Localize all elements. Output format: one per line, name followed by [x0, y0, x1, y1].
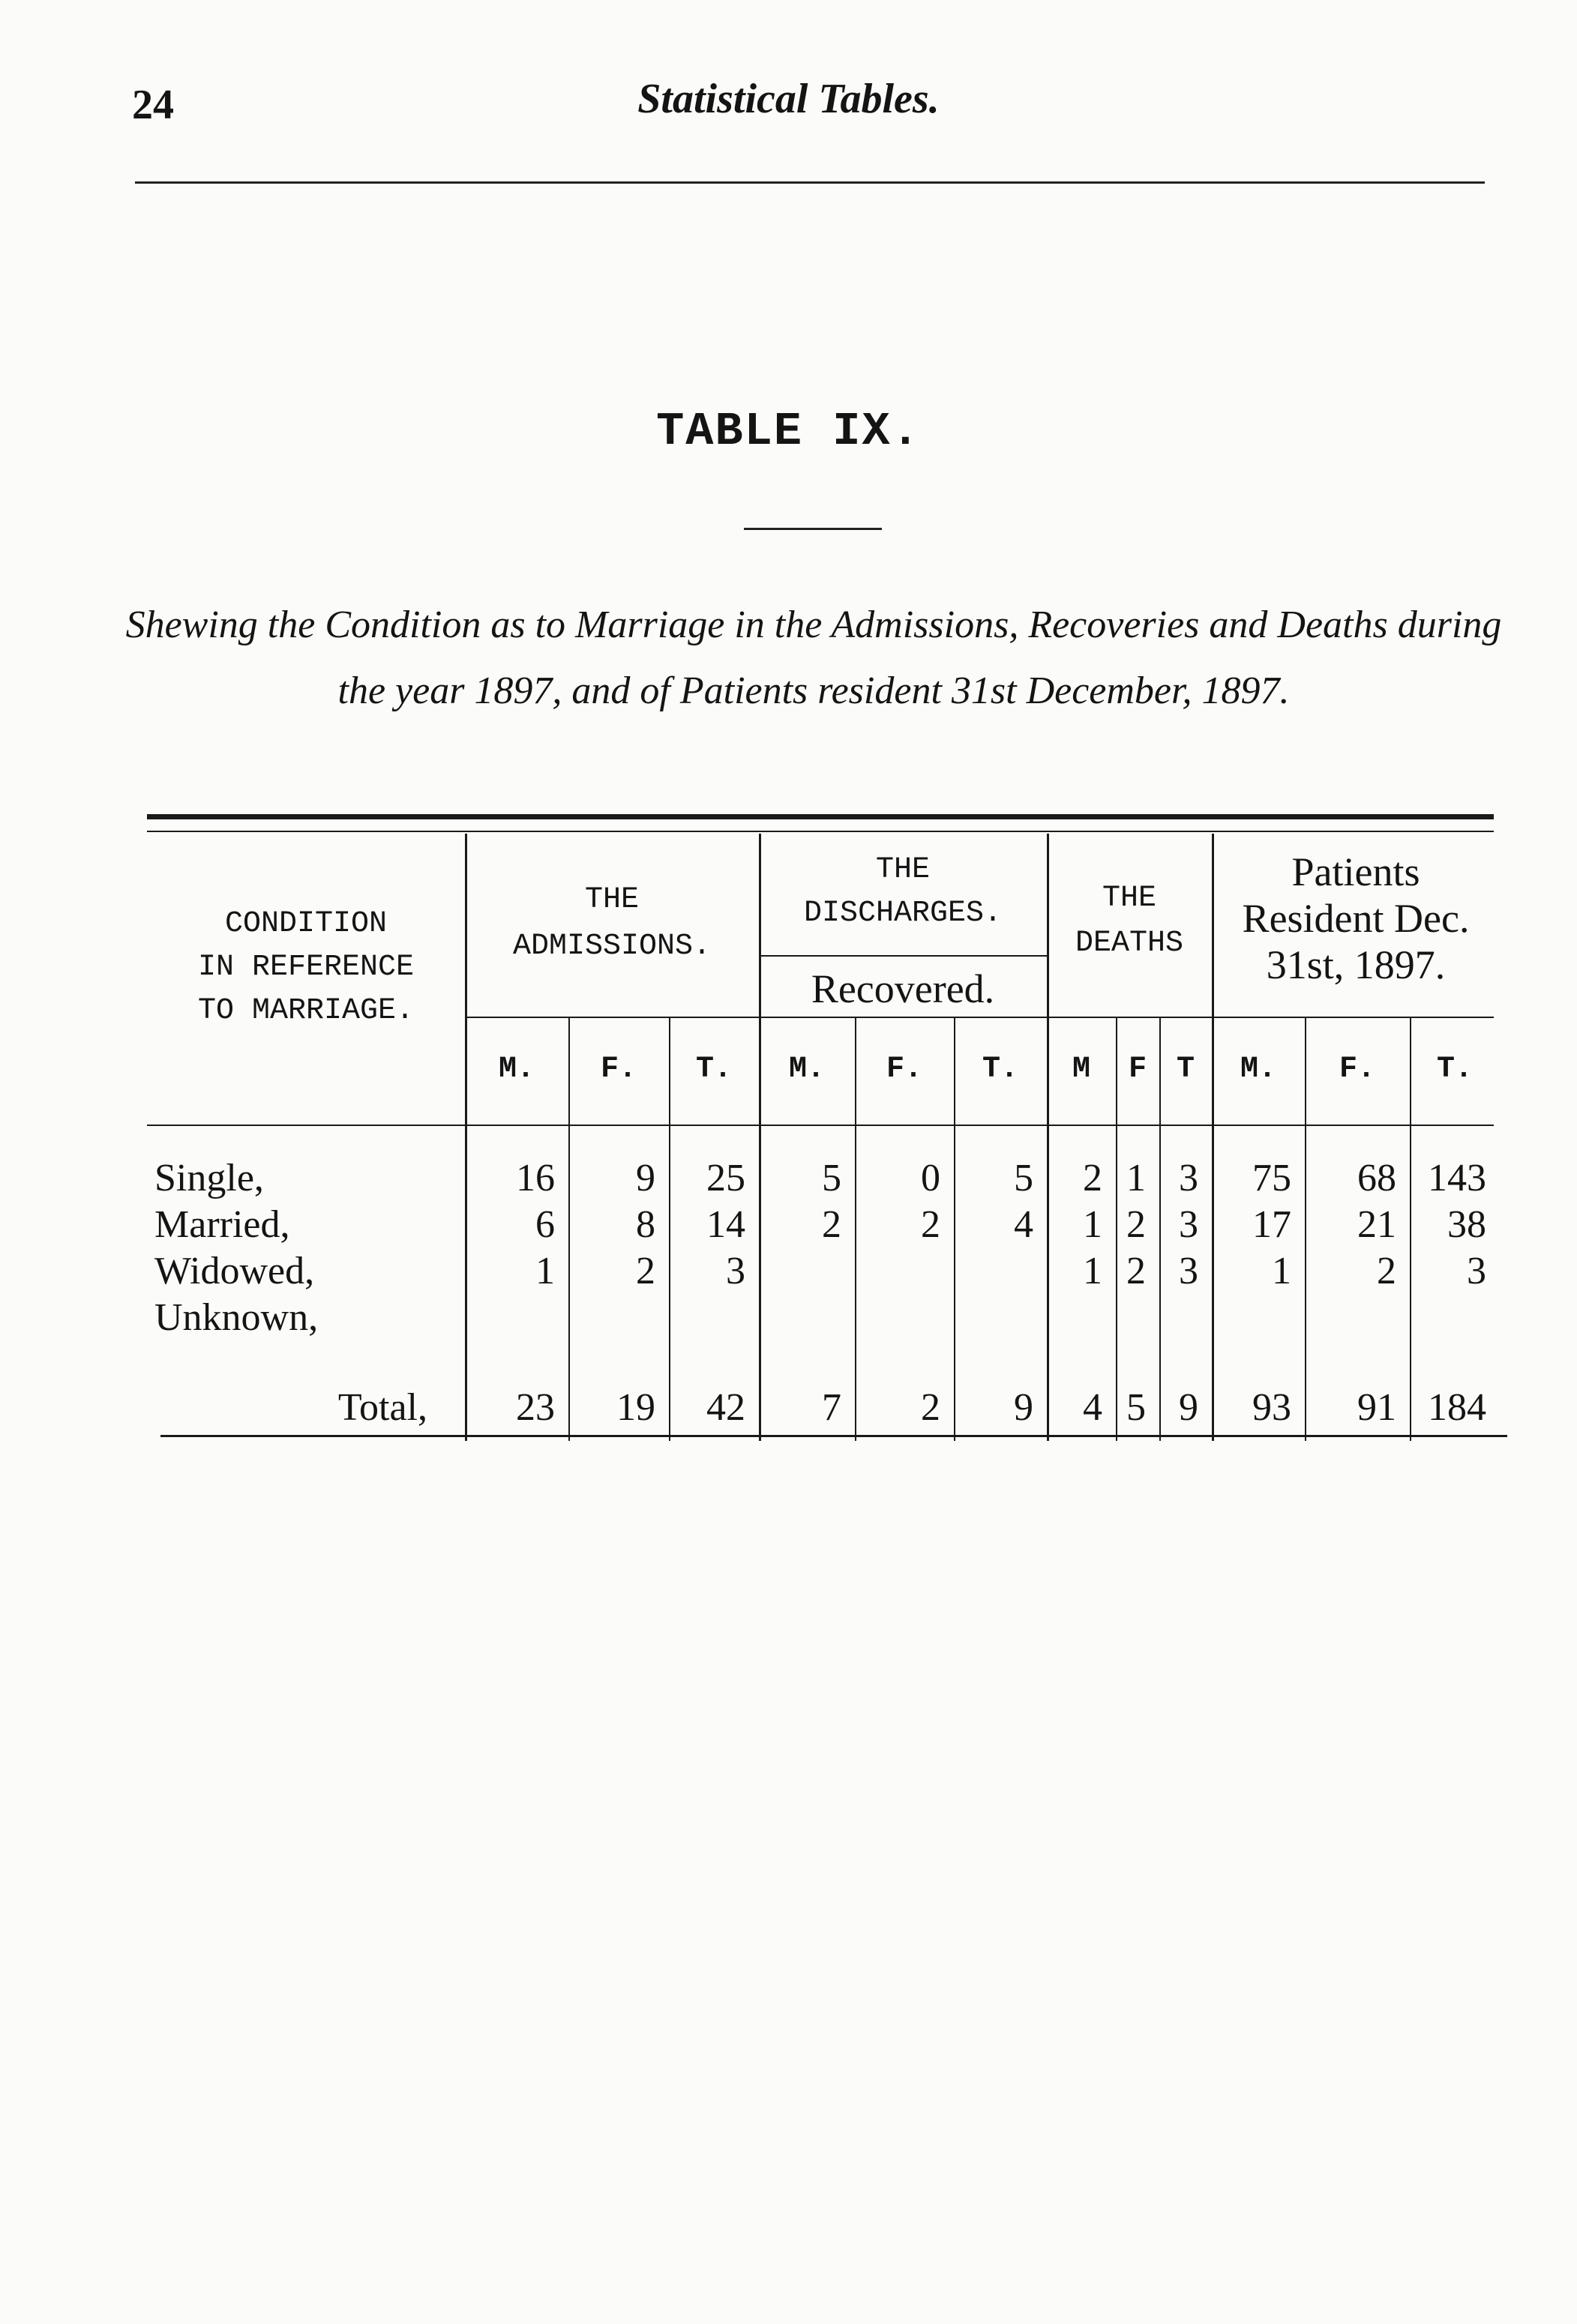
table-cell: 17 — [1252, 1203, 1291, 1246]
table-cell: 3 — [1179, 1250, 1198, 1292]
admissions-header: THE — [584, 883, 639, 917]
table-cell: 3 — [1467, 1250, 1486, 1292]
column-subheader: F — [1128, 1053, 1147, 1086]
column-subheader: M — [1072, 1053, 1090, 1086]
header-bottom-rule — [147, 1125, 1494, 1126]
total-cell: 9 — [1179, 1386, 1198, 1429]
total-cell: 19 — [616, 1386, 655, 1429]
table-cell: 1 — [1083, 1250, 1102, 1292]
table-cell: 6 — [535, 1203, 555, 1246]
table-cell: 1 — [535, 1250, 555, 1292]
table-cell: 21 — [1357, 1203, 1396, 1246]
column-subheader: T. — [982, 1053, 1018, 1086]
total-cell: 2 — [921, 1386, 940, 1429]
table-cell: 2 — [822, 1203, 841, 1246]
deaths-header: THE — [1102, 882, 1156, 915]
table-cell: 4 — [1014, 1203, 1033, 1246]
total-cell: 91 — [1357, 1386, 1396, 1429]
column-subheader: T. — [1436, 1053, 1473, 1086]
total-cell: 5 — [1126, 1386, 1146, 1429]
row-label: Widowed, — [154, 1250, 315, 1292]
table-cell: 3 — [726, 1250, 745, 1292]
table-cell: 68 — [1357, 1157, 1396, 1199]
table-cell: 143 — [1428, 1157, 1486, 1199]
stub-header-line: CONDITION — [224, 907, 388, 941]
table-cell: 2 — [1126, 1203, 1146, 1246]
table-cell: 2 — [1126, 1250, 1146, 1292]
table-cell: 3 — [1179, 1157, 1198, 1199]
column-subheader: T. — [695, 1053, 732, 1086]
table-cell: 25 — [706, 1157, 745, 1199]
recovered-header: Recovered. — [811, 966, 995, 1011]
table-cell: 2 — [1377, 1250, 1396, 1292]
column-subheader: T — [1176, 1053, 1195, 1086]
column-subheader: M. — [498, 1053, 535, 1086]
table-cell: 38 — [1447, 1203, 1486, 1246]
table-cell: 5 — [1014, 1157, 1033, 1199]
total-cell: 42 — [706, 1386, 745, 1429]
discharges-header: THE — [875, 853, 930, 887]
row-label: Single, — [154, 1157, 264, 1199]
total-cell: 23 — [516, 1386, 555, 1429]
table-cell: 2 — [636, 1250, 655, 1292]
table-cell: 16 — [516, 1157, 555, 1199]
row-label: Unknown, — [154, 1296, 319, 1339]
total-label: Total, — [337, 1386, 427, 1429]
deaths-header: DEATHS — [1075, 927, 1184, 960]
resident-header: Resident Dec. — [1242, 896, 1470, 941]
column-subheader: F. — [886, 1053, 922, 1086]
table-cell: 0 — [921, 1157, 940, 1199]
table-top-rule-heavy — [147, 814, 1494, 819]
stub-header-line: TO MARRIAGE. — [197, 994, 415, 1028]
total-cell: 7 — [822, 1386, 841, 1429]
resident-header: Patients — [1291, 849, 1420, 894]
table-cell: 1 — [1272, 1250, 1291, 1292]
recovered-top-rule — [759, 955, 1047, 957]
total-cell: 93 — [1252, 1386, 1291, 1429]
table-top-rule-thin — [147, 831, 1494, 832]
table-cell: 9 — [636, 1157, 655, 1199]
table-cell: 3 — [1179, 1203, 1198, 1246]
subheader-top-rule — [465, 1017, 1494, 1018]
column-subheader: F. — [1339, 1053, 1375, 1086]
column-subheader: F. — [600, 1053, 637, 1086]
table-cell: 8 — [636, 1203, 655, 1246]
row-label: Married, — [154, 1203, 290, 1246]
group-column-rule — [1047, 834, 1049, 1441]
table-cell: 5 — [822, 1157, 841, 1199]
page-number: 24 — [132, 82, 174, 128]
table-cell: 2 — [921, 1203, 940, 1246]
column-subheader: M. — [1240, 1053, 1276, 1086]
total-cell: 184 — [1428, 1386, 1486, 1429]
stub-header-line: IN REFERENCE — [197, 951, 415, 984]
discharges-header: DISCHARGES. — [803, 897, 1003, 930]
resident-header: 31st, 1897. — [1266, 942, 1446, 987]
column-subheader: M. — [788, 1053, 825, 1086]
table-cell: 1 — [1126, 1157, 1146, 1199]
table-title: TABLE IX. — [656, 405, 921, 458]
table-bottom-rule — [160, 1435, 1507, 1437]
table-cell: 2 — [1083, 1157, 1102, 1199]
running-title: Statistical Tables. — [637, 76, 940, 122]
total-cell: 4 — [1083, 1386, 1102, 1429]
total-cell: 9 — [1014, 1386, 1033, 1429]
table-cell: 75 — [1252, 1157, 1291, 1199]
table-cell: 14 — [706, 1203, 745, 1246]
admissions-header: ADMISSIONS. — [512, 930, 712, 963]
table-description: Shewing the Condition as to Marriage in the Admissions, Recoveries and Deaths during the year 1897, and of Patients resident 31st December, 1897. — [125, 603, 1502, 712]
group-column-rule — [465, 834, 467, 1441]
table-cell: 1 — [1083, 1203, 1102, 1246]
